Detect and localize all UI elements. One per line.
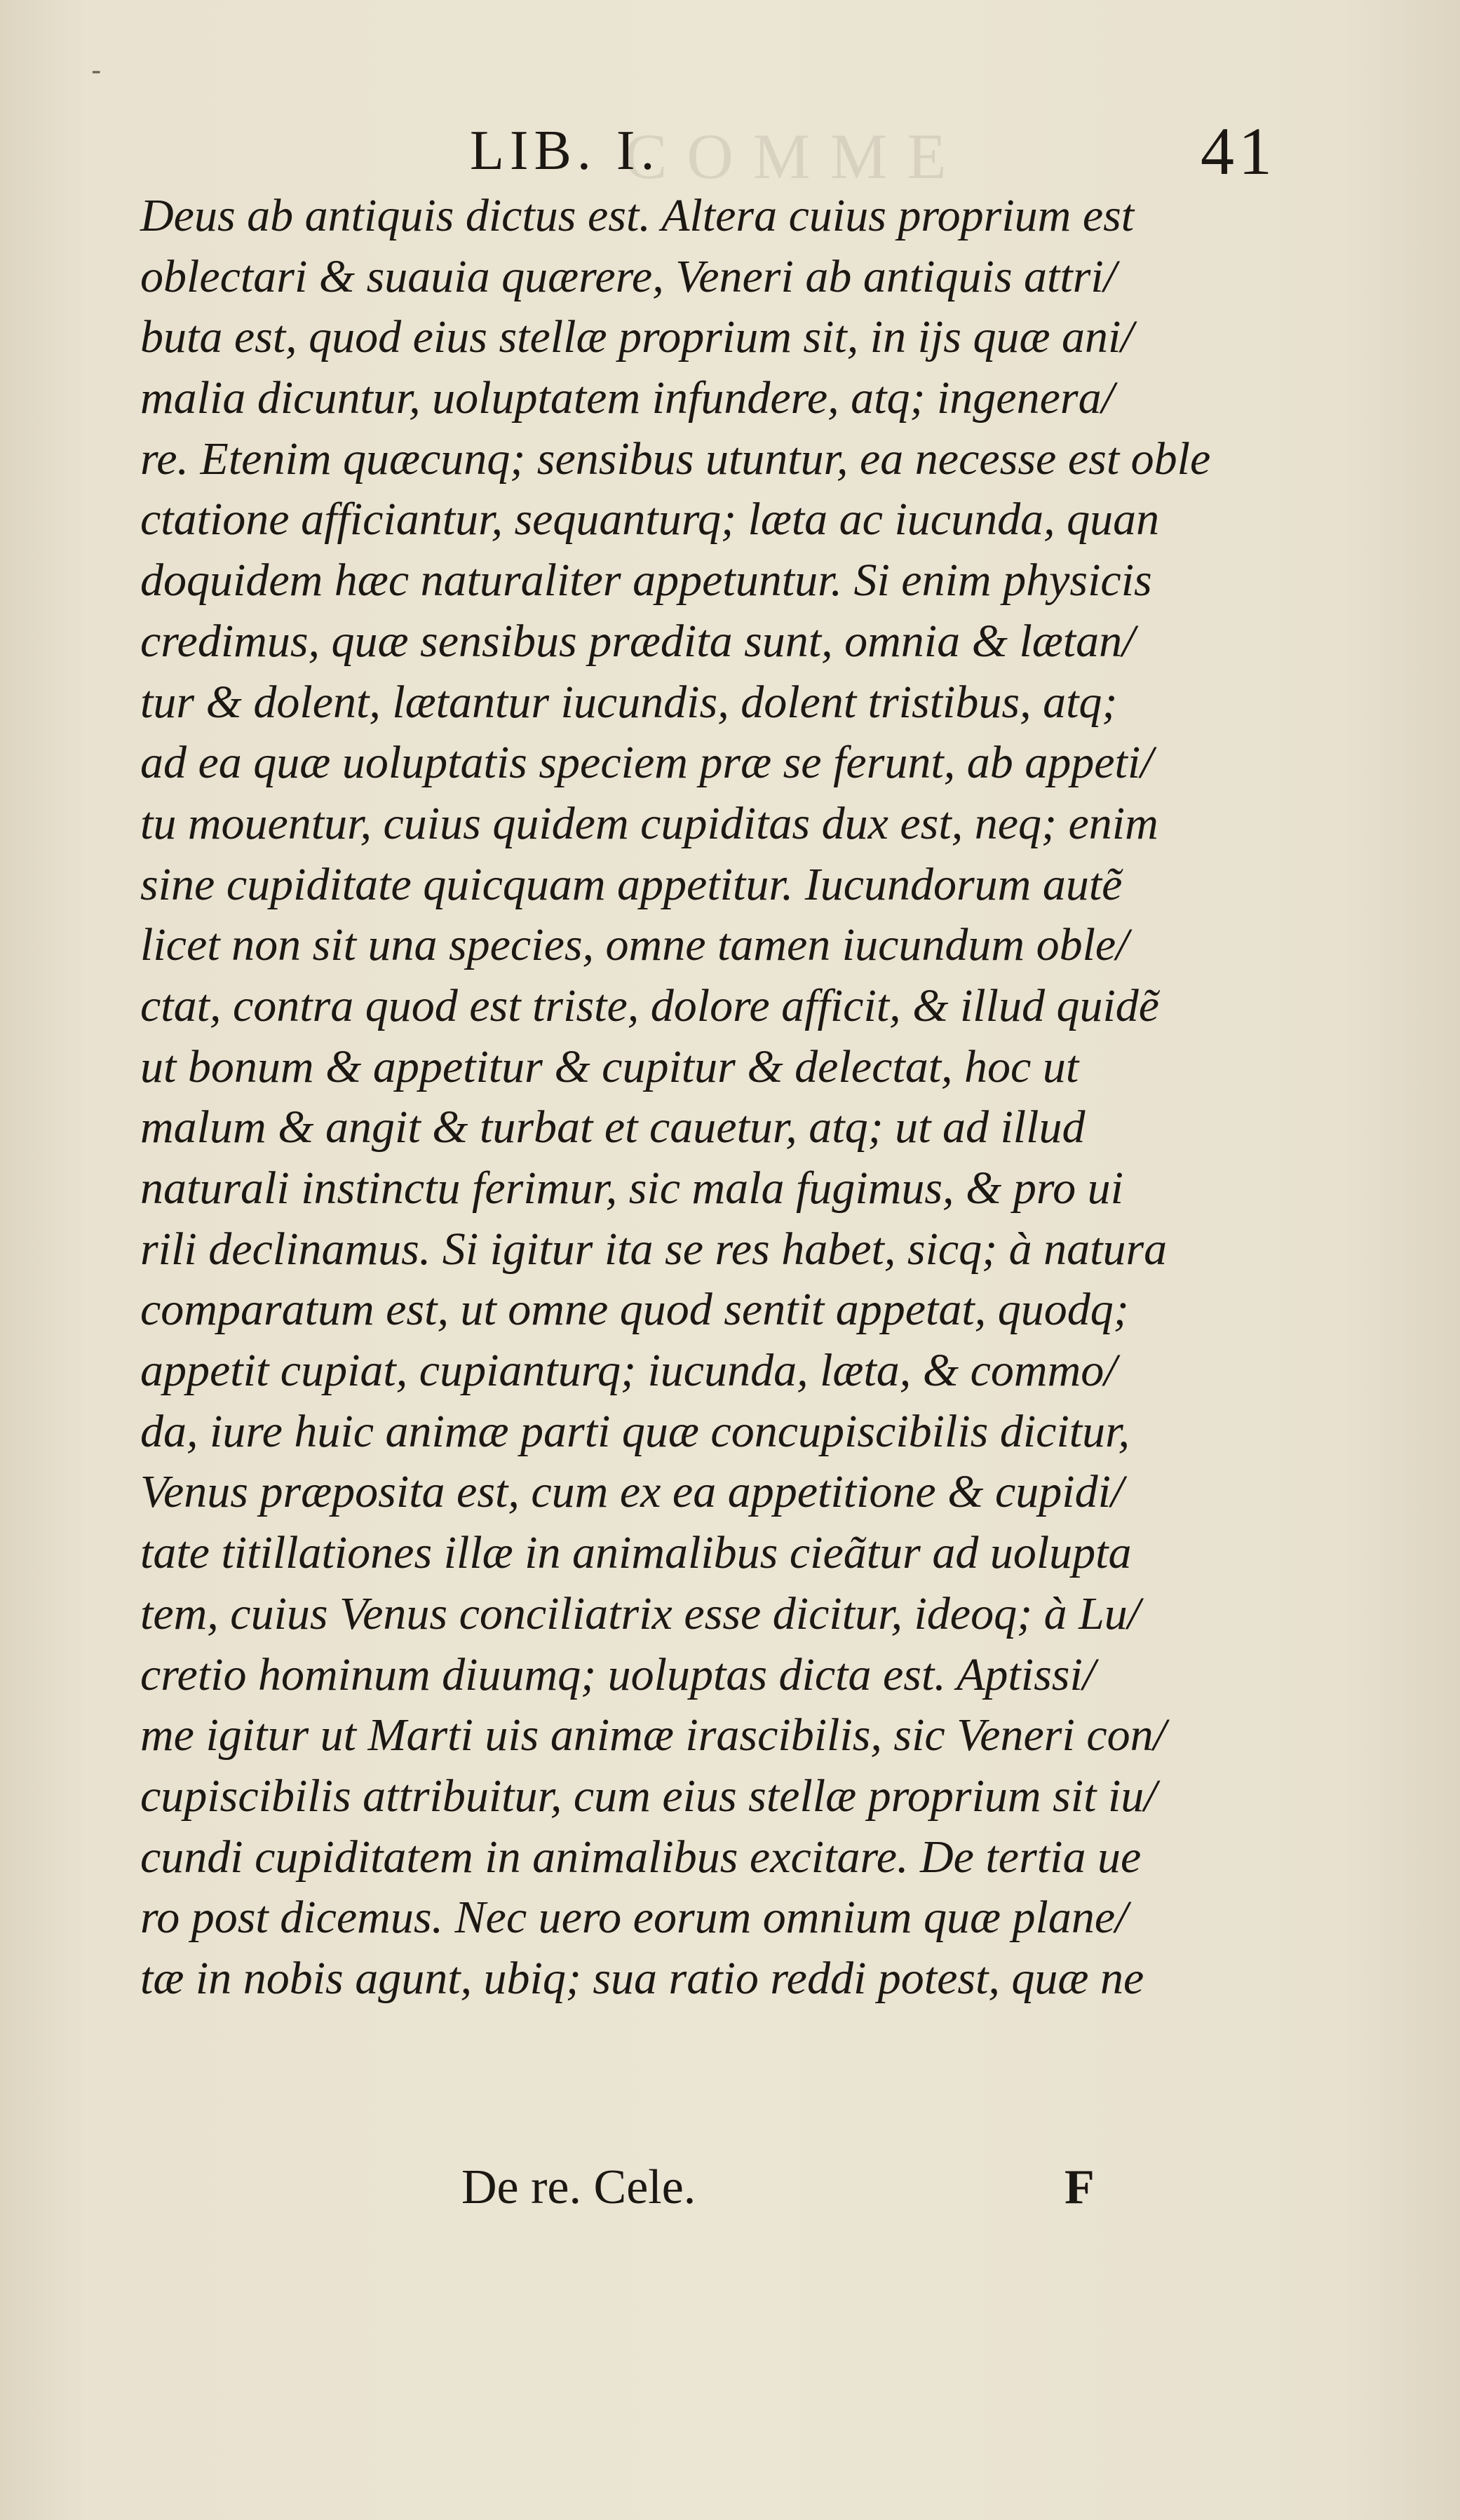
text-line: licet non sit una species, omne tamen iucundum oble/ <box>140 919 1129 971</box>
show-through-text: COMME <box>624 121 966 192</box>
text-line: tate titillationes illæ in animalibus cieãtur ad uolupta <box>140 1527 1132 1579</box>
text-line: naturali instinctu ferimur, sic mala fugimus, & pro ui <box>140 1163 1123 1214</box>
text-line: ad ea quæ uoluptatis speciem præ se ferunt, ab appeti/ <box>140 737 1154 789</box>
page-footer <box>140 2153 1276 2230</box>
folio-number: 41 <box>1201 114 1276 189</box>
signature-mark: F <box>1064 2160 1095 2214</box>
text-line: appetit cupiat, cupianturq; iucunda, læta, & commo/ <box>140 1345 1117 1397</box>
text-line: Venus præposita est, cum ex ea appetitione & cupidi/ <box>140 1466 1124 1518</box>
text-line: re. Etenim quæcunq; sensibus utuntur, ea necesse est oble <box>140 433 1211 485</box>
text-line: da, iure huic animæ parti quæ concupiscibilis dicitur, <box>140 1405 1130 1457</box>
text-line: me igitur ut Marti uis animæ irascibilis, sic Veneri con/ <box>140 1709 1166 1761</box>
text-line: tur & dolent, lætantur iucundis, dolent tristibus, atq; <box>140 676 1118 728</box>
text-line: tæ in nobis agunt, ubiq; sua ratio reddi potest, quæ ne <box>140 1952 1144 2004</box>
text-line: ut bonum & appetitur & cupitur & delectat, hoc ut <box>140 1041 1079 1092</box>
text-line: rili declinamus. Si igitur ita se res habet, sicq; à natura <box>140 1223 1168 1275</box>
text-line: cretio hominum diuumq; uoluptas dicta est. Aptissi/ <box>140 1648 1096 1700</box>
text-line: comparatum est, ut omne quod sentit appetat, quodq; <box>140 1284 1129 1336</box>
text-block <box>140 186 1276 2010</box>
text-line: malum & angit & turbat et cauetur, atq; ut ad illud <box>140 1102 1086 1153</box>
text-line: tu mouentur, cuius quidem cupiditas dux est, neq; enim <box>140 797 1158 849</box>
text-line: cundi cupiditatem in animalibus excitare. De tertia ue <box>140 1831 1142 1883</box>
text-line: malia dicuntur, uoluptatem infundere, atq; ingenera/ <box>140 372 1114 424</box>
text-line: oblectari & suauia quærere, Veneri ab antiquis attri/ <box>140 250 1117 302</box>
text-line: buta est, quod eius stellæ proprium sit, in ijs quæ ani/ <box>140 311 1134 363</box>
text-line: ctatione afficiantur, sequanturq; læta ac iucunda, quan <box>140 494 1160 546</box>
text-line: ctat, contra quod est triste, dolore afficit, & illud quidẽ <box>140 980 1160 1031</box>
text-line: credimus, quæ sensibus prædita sunt, omnia & lætan/ <box>140 615 1135 667</box>
text-line: cupiscibilis attribuitur, cum eius stellæ proprium sit iu/ <box>140 1770 1157 1822</box>
margin-mark: - <box>91 55 102 87</box>
text-line: doquidem hæc naturaliter appetuntur. Si enim physicis <box>140 555 1152 607</box>
text-line: tem, cuius Venus conciliatrix esse dicitur, ideoq; à Lu/ <box>140 1587 1141 1639</box>
text-line: ro post dicemus. Nec uero eorum omnium quæ plane/ <box>140 1892 1128 1944</box>
page-header <box>133 112 1283 189</box>
running-head: LIB. I. <box>470 120 661 182</box>
text-line: sine cupiditate quicquam appetitur. Iucundorum autẽ <box>140 858 1123 910</box>
catchword: De re. Cele. <box>461 2160 696 2214</box>
text-line: Deus ab antiquis dictus est. Altera cuius proprium est <box>140 190 1135 241</box>
